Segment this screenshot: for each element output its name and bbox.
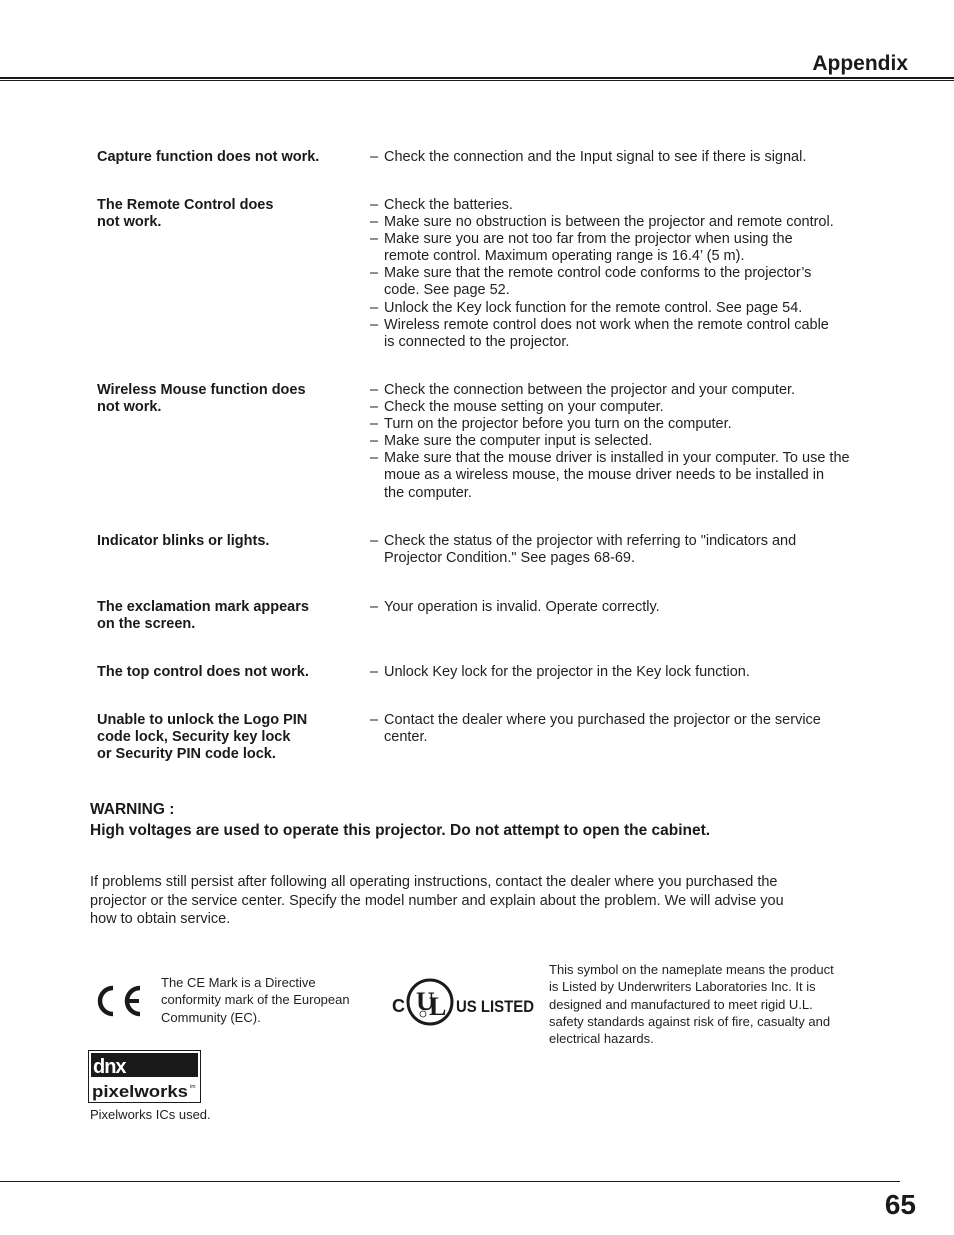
solution-item bbox=[370, 450, 890, 501]
warning-label: WARNING : bbox=[90, 801, 175, 818]
problem-label bbox=[97, 382, 347, 416]
dash-bullet: – bbox=[370, 149, 379, 165]
svg-text:U: U bbox=[416, 987, 435, 1016]
solution-line: Check the batteries. bbox=[384, 197, 513, 213]
footer-rule bbox=[0, 1181, 900, 1182]
problem-line: Wireless Mouse function does bbox=[97, 382, 306, 398]
solution-item bbox=[370, 712, 890, 746]
solution-item bbox=[370, 197, 890, 214]
solution-list bbox=[370, 599, 890, 616]
problem-line: code lock, Security key lock bbox=[97, 729, 291, 745]
ul-text-line: designed and manufactured to meet rigid U.L. bbox=[549, 996, 813, 1012]
header-rule-thin bbox=[0, 80, 954, 81]
solution-line: Turn on the projector before you turn on the computer. bbox=[384, 416, 732, 433]
dash-bullet: – bbox=[370, 533, 379, 549]
ul-text-line: electrical hazards. bbox=[549, 1031, 654, 1047]
ul-listed-description bbox=[549, 961, 869, 1047]
ul-c-letter: C bbox=[392, 996, 405, 1016]
dnx-pixelworks-logo bbox=[88, 1050, 201, 1103]
solution-list bbox=[370, 197, 890, 351]
problem-label bbox=[97, 149, 347, 166]
dash-bullet: – bbox=[370, 299, 379, 316]
solution-line: Contact the dealer where you purchased the projector or the service bbox=[384, 712, 821, 728]
note-line: projector or the service center. Specify the model number and explain about the problem. We will advise you bbox=[90, 892, 784, 909]
solution-item bbox=[370, 382, 890, 399]
svg-text:L: L bbox=[429, 992, 447, 1021]
solution-line: Unlock Key lock for the projector in the Key lock function. bbox=[384, 664, 750, 680]
solution-list bbox=[370, 382, 890, 502]
solution-item bbox=[370, 300, 890, 317]
problem-line: Indicator blinks or lights. bbox=[97, 533, 270, 549]
dash-bullet: – bbox=[370, 712, 379, 728]
pixelworks-caption: Pixelworks ICs used. bbox=[90, 1107, 211, 1122]
solution-item bbox=[370, 317, 890, 351]
problem-line: not work. bbox=[97, 399, 162, 415]
problem-line: or Security PIN code lock. bbox=[97, 746, 276, 762]
ce-mark-icon bbox=[95, 984, 145, 1018]
ul-listed-label: US LISTED bbox=[456, 997, 534, 1016]
problem-label bbox=[97, 712, 347, 763]
solution-line: code. See page 52. bbox=[384, 282, 510, 299]
solution-line: Unlock the Key lock function for the remote control. See page 54. bbox=[384, 299, 803, 316]
dash-bullet: – bbox=[370, 231, 379, 248]
dash-bullet: – bbox=[370, 197, 379, 213]
problem-line: The exclamation mark appears bbox=[97, 599, 309, 615]
solution-line: is connected to the projector. bbox=[384, 333, 570, 350]
solution-line: Check the connection and the Input signal to see if there is signal. bbox=[384, 149, 807, 165]
solution-line: Check the mouse setting on your computer. bbox=[384, 399, 664, 416]
dash-bullet: – bbox=[370, 450, 379, 467]
solution-item bbox=[370, 664, 890, 681]
solution-item bbox=[370, 231, 890, 265]
solution-line: Make sure you are not too far from the projector when using the bbox=[384, 231, 793, 248]
solution-line: Make sure that the mouse driver is installed in your computer. To use the bbox=[384, 450, 850, 467]
logo-tm: tm bbox=[190, 1084, 196, 1090]
ce-mark-description bbox=[161, 974, 376, 1026]
solution-item bbox=[370, 433, 890, 450]
solution-line: Make sure that the remote control code conforms to the projector’s bbox=[384, 265, 812, 282]
solution-line: the computer. bbox=[384, 484, 472, 501]
dash-bullet: – bbox=[370, 214, 379, 231]
problem-line: The Remote Control does bbox=[97, 197, 274, 213]
problem-line: not work. bbox=[97, 214, 162, 230]
solution-item bbox=[370, 149, 890, 166]
dash-bullet: – bbox=[370, 399, 379, 416]
dash-bullet: – bbox=[370, 316, 379, 333]
solution-item bbox=[370, 533, 890, 567]
solution-line: Wireless remote control does not work when the remote control cable bbox=[384, 316, 829, 333]
logo-top-text: dnx bbox=[93, 1056, 126, 1078]
solution-item bbox=[370, 399, 890, 416]
dash-bullet: – bbox=[370, 664, 379, 680]
solution-line: Check the connection between the projector and your computer. bbox=[384, 382, 796, 398]
service-note bbox=[90, 873, 860, 929]
note-line: how to obtain service. bbox=[90, 911, 231, 928]
warning-block bbox=[90, 799, 710, 841]
ce-text-line: Community (EC). bbox=[161, 1009, 261, 1025]
problem-label bbox=[97, 533, 347, 550]
solution-line: Make sure no obstruction is between the projector and remote control. bbox=[384, 214, 834, 231]
header-rule bbox=[0, 77, 954, 79]
problem-line: Unable to unlock the Logo PIN bbox=[97, 712, 308, 728]
problem-label bbox=[97, 197, 347, 231]
pixelworks-wordmark bbox=[89, 1051, 200, 1102]
problem-line: on the screen. bbox=[97, 616, 196, 632]
warning-text: High voltages are used to operate this projector. Do not attempt to open the cabinet. bbox=[90, 822, 711, 839]
solution-line: remote control. Maximum operating range is 16.4’ (5 m). bbox=[384, 248, 745, 265]
solution-item bbox=[370, 599, 890, 616]
problem-line: Capture function does not work. bbox=[97, 149, 320, 165]
solution-item bbox=[370, 416, 890, 433]
ul-text-line: This symbol on the nameplate means the product bbox=[549, 962, 834, 977]
dash-bullet: – bbox=[370, 382, 379, 398]
solution-list bbox=[370, 533, 890, 567]
ul-listed-icon bbox=[392, 977, 534, 1027]
page-number: 65 bbox=[884, 1189, 916, 1220]
ce-text-line: conformity mark of the European bbox=[161, 992, 350, 1008]
solution-line: Projector Condition." See pages 68-69. bbox=[384, 550, 635, 567]
dash-bullet: – bbox=[370, 416, 379, 433]
dash-bullet: – bbox=[370, 433, 379, 450]
ul-text-line: safety standards against risk of fire, casualty and bbox=[549, 1013, 831, 1029]
ce-text-line: The CE Mark is a Directive bbox=[161, 975, 316, 990]
solution-list bbox=[370, 664, 890, 681]
dash-bullet: – bbox=[370, 265, 379, 282]
problem-line: The top control does not work. bbox=[97, 664, 309, 680]
problem-label bbox=[97, 664, 347, 681]
ul-text-line: is Listed by Underwriters Laboratories Inc. It is bbox=[549, 979, 816, 995]
dash-bullet: – bbox=[370, 599, 379, 615]
solution-list bbox=[370, 712, 890, 746]
solution-line: Make sure the computer input is selected. bbox=[384, 433, 653, 450]
solution-line: center. bbox=[384, 729, 428, 746]
solution-line: moue as a wireless mouse, the mouse driver needs to be installed in bbox=[384, 467, 825, 484]
problem-label bbox=[97, 599, 347, 633]
note-line: If problems still persist after following all operating instructions, contact the dealer where you purchased the bbox=[90, 874, 778, 890]
solution-line: Your operation is invalid. Operate correctly. bbox=[384, 599, 660, 615]
solution-item bbox=[370, 214, 890, 231]
solution-line: Check the status of the projector with referring to "indicators and bbox=[384, 533, 797, 549]
section-title: Appendix bbox=[812, 52, 908, 75]
logo-bottom-text: pixelworks bbox=[92, 1082, 188, 1101]
solution-list bbox=[370, 149, 890, 166]
solution-item bbox=[370, 265, 890, 299]
